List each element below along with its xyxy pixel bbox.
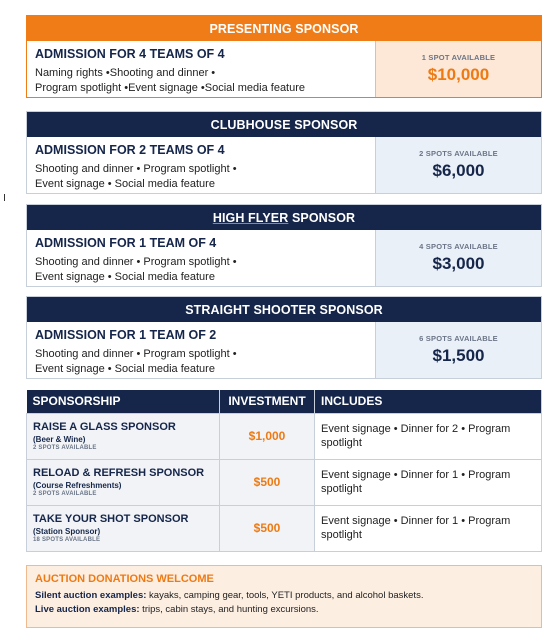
clubhouse-sponsor-card: [26, 111, 542, 194]
investment-cell: $1,000: [220, 413, 315, 459]
sponsorship-name: RELOAD & REFRESH SPONSOR: [33, 467, 205, 479]
sponsorship-cell: [27, 505, 220, 551]
tier-benefits-line-1: Shooting and dinner • Program spotlight •: [35, 348, 237, 360]
tier-header-suffix: SPONSOR: [288, 210, 356, 225]
tier-heading: ADMISSION FOR 1 TEAM OF 4: [35, 236, 217, 250]
sponsorship-name: TAKE YOUR SHOT SPONSOR: [33, 513, 189, 525]
column-header-investment: INVESTMENT: [220, 390, 315, 413]
sponsorship-spots: 18 SPOTS AVAILABLE: [33, 537, 101, 543]
sponsorship-table: [26, 390, 542, 552]
tier-heading: ADMISSION FOR 4 TEAMS OF 4: [35, 47, 225, 61]
auction-title: AUCTION DONATIONS WELCOME: [35, 573, 214, 585]
sponsorship-cell: [27, 413, 220, 459]
column-header-includes: INCLUDES: [315, 390, 542, 413]
tier-price-box: [375, 322, 541, 378]
tier-header-name: HIGH FLYER: [212, 210, 289, 225]
sponsorship-subtitle: (Course Refreshments): [33, 481, 122, 490]
tier-price: $10,000: [427, 65, 490, 84]
silent-auction-line: [35, 589, 533, 603]
sponsorship-subtitle: (Beer & Wine): [33, 435, 86, 444]
tier-spots: 6 SPOTS AVAILABLE: [419, 334, 498, 343]
tier-price-box: [375, 137, 541, 193]
tier-header: STRAIGHT SHOOTER SPONSOR: [27, 297, 541, 322]
includes-cell: Event signage • Dinner for 2 • Program spotlight: [315, 413, 542, 459]
text-cursor: [4, 194, 5, 201]
sponsorship-spots: 2 SPOTS AVAILABLE: [33, 445, 97, 451]
live-auction-label: Live auction examples:: [35, 604, 140, 615]
tier-benefits-line-1: Shooting and dinner • Program spotlight •: [35, 163, 237, 175]
tier-benefits-line-2: Event signage • Social media feature: [35, 178, 215, 190]
sponsorship-spots: 2 SPOTS AVAILABLE: [33, 491, 97, 497]
silent-auction-text: kayaks, camping gear, tools, YETI products, and alcohol baskets.: [146, 590, 424, 601]
tier-benefits-line-1: Naming rights •Shooting and dinner •: [35, 67, 216, 79]
sponsorship-name: RAISE A GLASS SPONSOR: [33, 421, 176, 433]
tier-header: PRESENTING SPONSOR: [27, 16, 541, 41]
tier-price-box: [375, 230, 541, 286]
investment-cell: $500: [220, 459, 315, 505]
table-row: [27, 505, 542, 551]
live-auction-line: [35, 603, 533, 617]
silent-auction-label: Silent auction examples:: [35, 590, 147, 601]
table-row: [27, 413, 542, 459]
investment-cell: $500: [220, 505, 315, 551]
auction-donations-box: [26, 565, 542, 628]
high-flyer-sponsor-card: [26, 204, 542, 287]
sponsorship-subtitle: (Station Sponsor): [33, 527, 101, 536]
tier-benefits-line-1: Shooting and dinner • Program spotlight •: [35, 256, 237, 268]
includes-cell: Event signage • Dinner for 1 • Program spotlight: [315, 459, 542, 505]
includes-cell: Event signage • Dinner for 1 • Program spotlight: [315, 505, 542, 551]
table-header-row: [27, 390, 542, 413]
tier-heading: ADMISSION FOR 1 TEAM OF 2: [35, 328, 217, 342]
tier-price: $3,000: [432, 254, 485, 273]
tier-benefits-line-2: Event signage • Social media feature: [35, 363, 215, 375]
tier-price: $6,000: [432, 161, 485, 180]
presenting-sponsor-card: [26, 15, 542, 98]
column-header-sponsorship: SPONSORSHIP: [27, 390, 220, 413]
tier-price-box: [375, 41, 541, 97]
tier-spots: 1 SPOT AVAILABLE: [421, 53, 496, 62]
tier-heading: ADMISSION FOR 2 TEAMS OF 4: [35, 143, 225, 157]
tier-price: $1,500: [432, 346, 485, 365]
tier-benefits-line-2: Program spotlight •Event signage •Social media feature: [35, 82, 306, 94]
table-row: [27, 459, 542, 505]
tier-benefits-line-2: Event signage • Social media feature: [35, 271, 215, 283]
tier-spots: 4 SPOTS AVAILABLE: [419, 242, 498, 251]
live-auction-text: trips, cabin stays, and hunting excursions.: [139, 604, 319, 615]
tier-header: CLUBHOUSE SPONSOR: [27, 112, 541, 137]
tier-spots: 2 SPOTS AVAILABLE: [419, 149, 498, 158]
tier-header: [27, 205, 541, 230]
straight-shooter-sponsor-card: [26, 296, 542, 379]
sponsorship-cell: [27, 459, 220, 505]
